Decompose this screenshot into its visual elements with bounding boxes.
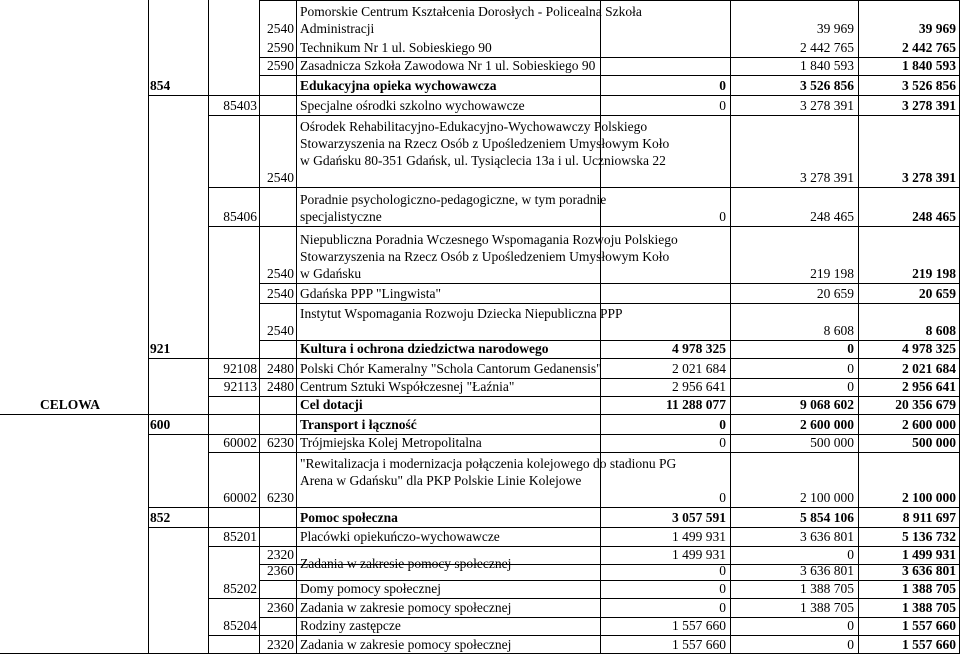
- amount-total: 2 600 000: [902, 417, 956, 432]
- description: Gdańska PPP "Lingwista": [300, 286, 442, 301]
- description: Niepubliczna Poradnia Wczesnego Wspomagania Rozwoju Polskiego Stowarzyszenia na Rzecz Osób z Upośledzeniem Umysłowym Koło w Gdańsku: [300, 232, 678, 281]
- description: Edukacyjna opieka wychowawcza: [300, 78, 497, 93]
- row-divider: [208, 226, 960, 227]
- paragraf-code: 2540: [267, 266, 294, 281]
- dzial-code: 921: [150, 341, 171, 356]
- amount-investment: 1 388 705: [800, 600, 854, 615]
- amount-investment: 0: [847, 379, 854, 394]
- amount-investment: 500 000: [810, 435, 854, 450]
- dzial-code: 854: [150, 78, 171, 93]
- paragraf-code: 2590: [267, 58, 294, 73]
- description: Specjalne ośrodki szkolno wychowawcze: [300, 98, 525, 113]
- amount-total: 4 978 325: [902, 341, 956, 356]
- description: Cel dotacji: [300, 397, 363, 412]
- amount-investment: 3 278 391: [800, 170, 854, 185]
- paragraf-code: 2480: [267, 379, 294, 394]
- amount-total: 1 557 660: [902, 637, 956, 652]
- paragraf-code: 2360: [267, 600, 294, 615]
- amount-total: 3 526 856: [902, 78, 956, 93]
- paragraf-code: 2540: [267, 170, 294, 185]
- amount-investment: 20 659: [816, 286, 854, 301]
- row-divider: [148, 507, 960, 508]
- row-divider: [208, 115, 960, 116]
- amount-total: 2 956 641: [902, 379, 956, 394]
- description: Zadania w zakresie pomocy społecznej: [300, 556, 512, 571]
- amount-investment: 1 840 593: [800, 58, 854, 73]
- amount-investment: 3 636 801: [800, 563, 854, 578]
- description: Zasadnicza Szkoła Zawodowa Nr 1 ul. Sobieskiego 90: [300, 58, 596, 73]
- amount-total: 3 278 391: [902, 98, 956, 113]
- description: Kultura i ochrona dziedzictwa narodowego: [300, 341, 549, 356]
- amount-current: 0: [719, 435, 726, 450]
- amount-total: 3 636 801: [902, 563, 956, 578]
- description: Placówki opiekuńczo-wychowawcze: [300, 529, 500, 544]
- amount-total: 5 136 732: [902, 529, 956, 544]
- amount-current: 1 557 660: [672, 618, 726, 633]
- amount-investment: 9 068 602: [800, 397, 854, 412]
- amount-investment: 5 854 106: [800, 510, 854, 525]
- amount-total: 1 388 705: [902, 600, 956, 615]
- amount-investment: 1 388 705: [800, 581, 854, 596]
- row-divider: [259, 75, 960, 76]
- description: Centrum Sztuki Współczesnej "Łaźnia": [300, 379, 515, 394]
- amount-current: 1 557 660: [672, 637, 726, 652]
- description: Poradnie psychologiczno-pedagogiczne, w tym poradnie specjalistyczne: [300, 192, 607, 224]
- paragraf-code: 2540: [267, 323, 294, 338]
- rozdzial-code: 85403: [223, 98, 257, 113]
- column-divider: [148, 0, 149, 654]
- amount-current: 0: [719, 417, 726, 432]
- amount-investment: 0: [847, 618, 854, 633]
- rozdzial-code: 92113: [223, 379, 257, 394]
- row-divider: [208, 452, 960, 453]
- paragraf-code: 2360: [267, 563, 294, 578]
- amount-current: 0: [719, 98, 726, 113]
- row-divider: [148, 358, 960, 359]
- amount-current: 2 956 641: [672, 379, 726, 394]
- amount-total: 2 021 684: [902, 361, 956, 376]
- amount-investment: 0: [847, 341, 854, 356]
- rozdzial-code: 85202: [223, 581, 257, 596]
- amount-total: 1 557 660: [902, 618, 956, 633]
- dzial-code: 600: [150, 417, 171, 432]
- amount-current: 3 057 591: [672, 510, 726, 525]
- row-divider: [259, 0, 960, 1]
- amount-investment: 2 442 765: [800, 40, 854, 55]
- amount-investment: 2 100 000: [800, 490, 854, 505]
- rozdzial-code: 60002: [223, 490, 257, 505]
- amount-investment: 0: [847, 361, 854, 376]
- paragraf-code: 2320: [267, 637, 294, 652]
- description: "Rewitalizacja i modernizacja połączenia kolejowego do stadionu PG Arena w Gdańsku" dla PKP Polskie Linie Kolejowe: [300, 456, 677, 488]
- amount-current: 4 978 325: [672, 341, 726, 356]
- description: Rodziny zastępcze: [300, 618, 401, 633]
- amount-investment: 219 198: [810, 266, 854, 281]
- rozdzial-code: 85201: [223, 529, 257, 544]
- description: Trójmiejska Kolej Metropolitalna: [300, 435, 482, 450]
- amount-current: 11 288 077: [665, 397, 726, 412]
- paragraf-code: 6230: [267, 435, 294, 450]
- description: Ośrodek Rehabilitacyjno-Edukacyjno-Wychowawczy Polskiego Stowarzyszenia na Rzecz Osób z Upośledzeniem Umysłowym Koło w Gdańsku 80-351 Gdańsk, ul. Tysiąclecia 13a i ul. Uczniowska 22: [300, 119, 670, 168]
- amount-investment: 0: [847, 637, 854, 652]
- amount-total: 20 356 679: [895, 397, 956, 412]
- amount-current: 0: [719, 490, 726, 505]
- amount-total: 1 388 705: [902, 581, 956, 596]
- row-divider: [259, 283, 960, 284]
- amount-total: 20 659: [918, 286, 956, 301]
- amount-total: 2 442 765: [902, 40, 956, 55]
- amount-current: 1 499 931: [672, 529, 726, 544]
- amount-current: 0: [719, 209, 726, 224]
- rozdzial-code: 85406: [223, 209, 257, 224]
- paragraf-code: 2480: [267, 361, 294, 376]
- amount-total: 248 465: [912, 209, 956, 224]
- amount-investment: 39 969: [816, 21, 854, 36]
- column-divider: [296, 0, 297, 654]
- amount-current: 1 499 931: [672, 547, 726, 562]
- description: Transport i łączność: [300, 417, 417, 432]
- paragraf-code: 2320: [267, 547, 294, 562]
- paragraf-code: 2540: [267, 21, 294, 36]
- amount-investment: 3 526 856: [800, 78, 854, 93]
- row-divider: [208, 187, 960, 188]
- amount-current: 0: [719, 581, 726, 596]
- paragraf-code: 2540: [267, 286, 294, 301]
- amount-current: 0: [719, 600, 726, 615]
- amount-total: 39 969: [918, 21, 956, 36]
- amount-total: 8 911 697: [902, 510, 956, 525]
- amount-investment: 3 636 801: [800, 529, 854, 544]
- amount-total: 1 840 593: [902, 58, 956, 73]
- amount-total: 2 100 000: [902, 490, 956, 505]
- description: Domy pomocy społecznej: [300, 581, 441, 596]
- amount-total: 1 499 931: [902, 547, 956, 562]
- description: Zadania w zakresie pomocy społecznej: [300, 600, 512, 615]
- paragraf-code: 6230: [267, 490, 294, 505]
- category-label: CELOWA: [40, 397, 101, 412]
- row-divider: [148, 95, 960, 96]
- amount-total: 3 278 391: [902, 170, 956, 185]
- amount-total: 500 000: [912, 435, 956, 450]
- amount-investment: 248 465: [810, 209, 854, 224]
- amount-total: 219 198: [912, 266, 956, 281]
- amount-total: 8 608: [925, 323, 956, 338]
- rozdzial-code: 60002: [223, 435, 257, 450]
- description: Pomorskie Centrum Kształcenia Dorosłych - Policealna Szkoła Administracji: [300, 4, 642, 36]
- amount-investment: 8 608: [823, 323, 854, 338]
- amount-current: 0: [719, 78, 726, 93]
- row-divider: [0, 414, 960, 415]
- description: Polski Chór Kameralny "Schola Cantorum Gedanensis": [300, 361, 602, 376]
- amount-investment: 0: [847, 547, 854, 562]
- amount-investment: 2 600 000: [800, 417, 854, 432]
- description: Technikum Nr 1 ul. Sobieskiego 90: [300, 40, 492, 55]
- amount-investment: 3 278 391: [800, 98, 854, 113]
- amount-current: 2 021 684: [672, 361, 726, 376]
- description: Instytut Wspomagania Rozwoju Dziecka Niepubliczna PPP: [300, 306, 623, 321]
- dzial-code: 852: [150, 510, 171, 525]
- description: Zadania w zakresie pomocy społecznej: [300, 637, 512, 652]
- rozdzial-code: 92108: [223, 361, 257, 376]
- row-divider: [259, 303, 960, 304]
- paragraf-code: 2590: [267, 40, 294, 55]
- amount-current: 0: [719, 563, 726, 578]
- rozdzial-code: 85204: [223, 618, 257, 633]
- description: Pomoc społeczna: [300, 510, 398, 525]
